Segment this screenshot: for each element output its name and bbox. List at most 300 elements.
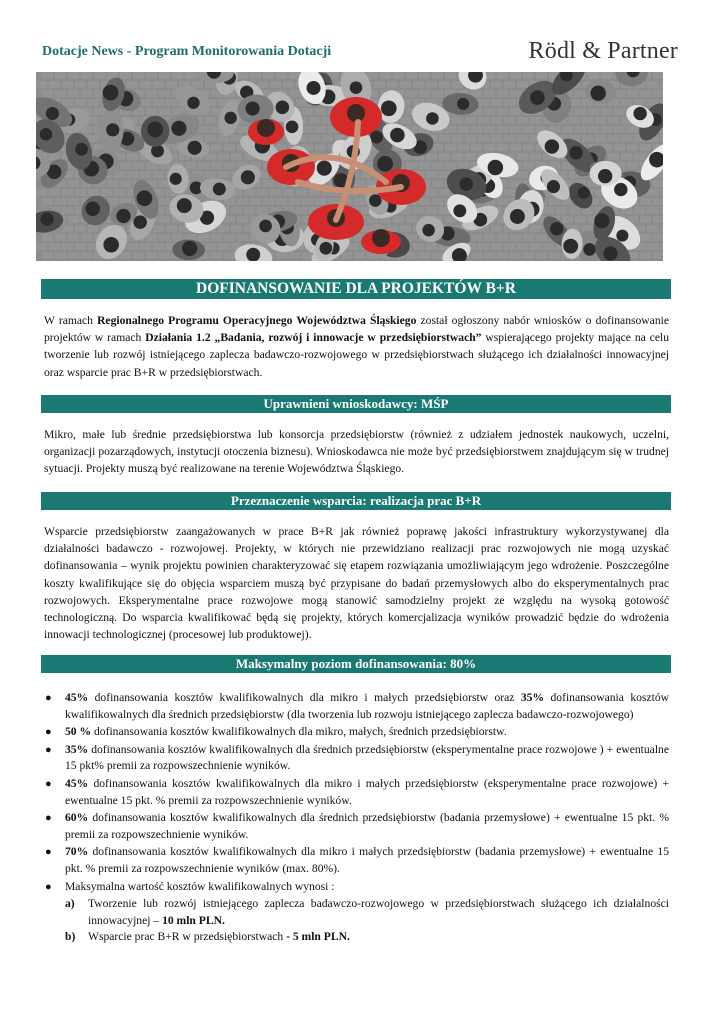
photo-shape	[120, 252, 131, 259]
photo-shape	[575, 90, 586, 97]
photo-shape	[68, 234, 79, 241]
photo-shape	[569, 146, 582, 159]
photo-shape	[289, 252, 300, 259]
purpose-paragraph: Wsparcie przedsiębiorstw zaangażowanych w prace B+R jak również poprawę jakości infrastruktury wykorzystywanej dla działalności badawczo - rozwojowej. Projekty, w których nie przewidziano realizacji prac rozwojowych nie mogą uzyskać dofinansowania – wynik projektu powinien charakteryzować się etapem rozwiązania umożliwiającym jego wdrożenie. Poszczególne koszty kwalifikujące się do objęcia wsparciem muszą być przypisane do badań przemysłowych albo do eksperymentalnych prac rozwojowych. Eksperymentalne prace rozwojowe mogą stanowić samodzielny projekt ze względu na wysoką gotowość technologiczną. Do wsparcia kwalifikować będą się projekty, których komercjalizacja wyników prowadzić będzie do wdrożenia innowacji technologicznej (procesowej lub produktowej).	[44, 525, 669, 642]
photo-shape	[484, 126, 495, 133]
photo-shape	[491, 81, 502, 88]
photo-shape	[347, 104, 365, 122]
photo-shape	[354, 252, 365, 259]
photo-shape	[159, 90, 170, 97]
photo-shape	[159, 198, 170, 205]
photo-shape	[133, 72, 144, 79]
photo-shape	[549, 252, 560, 259]
photo-shape	[224, 216, 235, 223]
photo-shape	[205, 117, 216, 124]
photo-shape	[315, 198, 326, 205]
photo-shape	[153, 243, 164, 250]
bullet-icon: ●	[45, 692, 52, 704]
photo-shape	[445, 144, 456, 151]
photo-shape	[471, 234, 482, 241]
photo-shape	[68, 216, 79, 223]
photo-shape	[406, 90, 417, 97]
photo-shape	[286, 120, 299, 133]
photo-shape	[393, 72, 404, 79]
photo-shape	[583, 243, 596, 256]
photo-shape	[237, 216, 248, 223]
photo-shape	[458, 126, 469, 133]
photo-shape	[536, 72, 547, 79]
photo-shape	[432, 90, 443, 97]
photo-shape	[270, 81, 281, 88]
photo-shape	[640, 216, 651, 223]
photo-shape	[205, 243, 216, 250]
photo-shape	[471, 126, 482, 133]
photo-shape	[341, 252, 352, 259]
photo-shape	[211, 162, 222, 169]
photo-shape	[166, 99, 177, 106]
photo-shape	[127, 171, 138, 178]
photo-shape	[614, 183, 627, 196]
list-item: ● 70% dofinansowania kosztów kwalifikowalnych dla mikro i małych przedsiębiorstw (badania przemysłowe) + ewentualne 15 pkt. % premii za rozpowszechnienie wyników (max. 80%).	[45, 845, 669, 875]
photo-shape	[432, 252, 443, 259]
photo-shape	[257, 81, 268, 88]
photo-shape	[153, 99, 164, 106]
photo-shape	[484, 252, 495, 259]
photo-shape	[497, 126, 508, 133]
photo-shape	[510, 90, 521, 97]
photo-shape	[146, 90, 157, 97]
photo-shape	[543, 243, 554, 250]
photo-shape	[465, 153, 476, 160]
applicants-paragraph: Mikro, małe lub średnie przedsiębiorstwa lub konsorcja przedsiębiorstw (również z udziałem jednostek naukowych, uczelni, organizacji pozarządowych, instytucji otoczenia biznesu). Wnioskodawca nie może być przedsiębiorstwem znajdującym się w trudnej sytuacji. Projekty muszą być realizowane na terenie Województwa Śląskiego.	[44, 428, 669, 476]
photo-shape	[374, 81, 385, 88]
photo-shape	[101, 189, 112, 196]
photo-shape	[588, 72, 599, 79]
photo-shape	[458, 162, 469, 169]
photo-shape	[86, 201, 100, 215]
sub-list-item: b) Wsparcie prac B+R w przedsiębiorstwach - 5 mln PLN.	[44, 929, 669, 946]
photo-shape	[458, 144, 469, 151]
main-title: DOFINANSOWANIE DLA PROJEKTÓW B+R	[41, 279, 671, 299]
photo-shape	[120, 72, 131, 79]
photo-shape	[231, 153, 242, 160]
photo-shape	[172, 234, 183, 241]
photo-shape	[432, 162, 443, 169]
photo-shape	[419, 252, 430, 259]
photo-shape	[296, 189, 307, 196]
photo-shape	[211, 234, 222, 241]
photo-shape	[445, 72, 456, 79]
photo-shape	[62, 243, 73, 250]
photo-shape	[241, 170, 255, 184]
section-heading-applicants: Uprawnieni wnioskodawcy: MŚP	[41, 395, 671, 413]
photo-shape	[471, 144, 482, 151]
photo-shape	[413, 207, 424, 214]
photo-shape	[246, 248, 260, 261]
photo-shape	[545, 139, 559, 153]
photo-shape	[172, 108, 183, 115]
photo-shape	[213, 183, 226, 196]
photo-shape	[185, 162, 196, 169]
photo-shape	[517, 243, 528, 250]
photo-shape	[315, 126, 326, 133]
photo-shape	[660, 189, 663, 196]
photo-shape	[49, 153, 60, 160]
photo-shape	[211, 252, 222, 259]
photo-shape	[575, 126, 586, 133]
photo-shape	[426, 112, 439, 125]
page-header	[42, 38, 678, 68]
photo-shape	[237, 126, 248, 133]
photo-shape	[510, 108, 521, 115]
photo-shape	[601, 126, 612, 133]
photo-shape	[491, 117, 502, 124]
photo-shape	[530, 243, 541, 250]
photo-shape	[575, 216, 586, 223]
photo-shape	[478, 135, 489, 142]
photo-shape	[445, 126, 456, 133]
photo-shape	[367, 72, 378, 79]
photo-shape	[603, 246, 617, 260]
photo-shape	[120, 180, 131, 187]
company-logo: Rödl & Partner	[528, 38, 678, 64]
photo-shape	[588, 108, 599, 115]
sub-list-item: a) Tworzenie lub rozwój istniejącego zaplecza badawczo-rozwojowego w przedsiębiorstwach służącego ich działalności innowacyjnej – 10 mln PLN.	[65, 897, 669, 927]
photo-shape	[422, 224, 434, 236]
photo-shape	[289, 90, 300, 97]
photo-shape	[484, 108, 495, 115]
photo-shape	[390, 128, 405, 143]
photo-shape	[465, 117, 476, 124]
photo-shape	[413, 81, 424, 88]
photo-shape	[42, 72, 53, 79]
photo-shape	[594, 213, 609, 228]
photo-shape	[224, 112, 236, 124]
photo-shape	[237, 72, 248, 79]
photo-shape	[484, 90, 495, 97]
photo-shape	[653, 90, 663, 97]
photo-shape	[198, 234, 209, 241]
photo-shape	[595, 135, 606, 142]
photo-shape	[497, 144, 508, 151]
photo-shape	[608, 153, 619, 160]
photo-shape	[660, 243, 663, 250]
photo-shape	[224, 162, 235, 169]
photo-shape	[218, 153, 229, 160]
photo-shape	[621, 153, 632, 160]
photo-shape	[133, 215, 147, 229]
photo-shape	[75, 225, 86, 232]
photo-shape	[133, 162, 144, 169]
photo-shape	[510, 144, 521, 151]
photo-shape	[62, 189, 73, 196]
photo-shape	[491, 99, 502, 106]
section-heading-funding: Maksymalny poziom dofinansowania: 80%	[41, 655, 671, 673]
photo-shape	[75, 189, 86, 196]
photo-shape	[497, 108, 508, 115]
photo-shape	[81, 252, 92, 259]
photo-shape	[42, 234, 53, 241]
photo-shape	[647, 243, 658, 250]
photo-shape	[319, 242, 332, 255]
photo-shape	[453, 204, 466, 217]
photo-shape	[307, 81, 321, 95]
list-item: ● 35% dofinansowania kosztów kwalifikowalnych dla średnich przedsiębiorstw (eksperymentalne prace rozwojowe ) + ewentualne 15 pkt% premii za rozpowszechnienie wyników.	[45, 742, 669, 773]
photo-shape	[504, 189, 515, 196]
photo-shape	[634, 99, 645, 106]
photo-shape	[46, 107, 59, 120]
photo-shape	[231, 225, 242, 232]
photo-shape	[419, 90, 430, 97]
photo-shape	[640, 252, 651, 259]
photo-shape	[159, 108, 170, 115]
photo-shape	[114, 171, 125, 178]
photo-shape	[419, 162, 430, 169]
photo-shape	[627, 144, 638, 151]
photo-shape	[550, 222, 563, 235]
photo-shape	[354, 180, 365, 187]
photo-shape	[224, 234, 235, 241]
photo-shape	[419, 198, 430, 205]
photo-shape	[116, 209, 130, 223]
photo-shape	[42, 252, 53, 259]
photo-shape	[140, 81, 151, 88]
photo-shape	[460, 177, 474, 191]
photo-shape	[400, 81, 411, 88]
photo-shape	[49, 81, 60, 88]
photo-shape	[88, 135, 99, 142]
photo-shape	[187, 97, 199, 109]
photo-shape	[137, 190, 153, 206]
photo-shape	[263, 198, 274, 205]
photo-shape	[317, 161, 332, 176]
photo-shape	[517, 135, 528, 142]
photo-shape	[640, 90, 651, 97]
photo-shape	[218, 171, 229, 178]
list-item: ● 45% dofinansowania kosztów kwalifikowalnych dla mikro i małych przedsiębiorstw (eksperymentalne prace rozwojowe) + ewentualne 15 pkt. % premii za rozpowszechnienie wyników.	[45, 776, 669, 807]
photo-shape	[146, 108, 157, 115]
photo-shape	[452, 117, 463, 124]
photo-shape	[621, 99, 632, 106]
photo-shape	[497, 90, 508, 97]
photo-shape	[68, 90, 79, 97]
photo-shape	[88, 99, 99, 106]
photo-shape	[237, 198, 248, 205]
photo-shape	[218, 135, 229, 142]
photo-shape	[634, 207, 645, 214]
photo-shape	[315, 108, 326, 115]
photo-shape	[218, 225, 229, 232]
photo-shape	[88, 225, 99, 232]
photo-shape	[171, 121, 186, 136]
photo-shape	[497, 234, 508, 241]
photo-shape	[40, 128, 52, 140]
photo-shape	[510, 252, 521, 259]
photo-shape	[653, 216, 663, 223]
photo-shape	[153, 225, 164, 232]
photo-shape	[120, 162, 131, 169]
photo-shape	[127, 81, 138, 88]
photo-shape	[426, 189, 437, 196]
photo-shape	[244, 207, 255, 214]
photo-shape	[536, 234, 547, 241]
photo-shape	[354, 198, 365, 205]
photo-shape	[578, 187, 590, 199]
photo-shape	[94, 108, 105, 115]
photo-shape	[348, 243, 359, 250]
funding-list	[44, 690, 669, 946]
photo-shape	[315, 144, 326, 151]
photo-shape	[563, 239, 578, 254]
photo-shape	[452, 153, 463, 160]
photo-shape	[504, 99, 515, 106]
photo-shape	[81, 72, 92, 79]
photo-shape	[55, 198, 66, 205]
photo-shape	[127, 243, 138, 250]
photo-shape	[601, 72, 612, 79]
photo-shape	[406, 72, 417, 79]
photo-shape	[426, 243, 437, 250]
photo-shape	[530, 90, 545, 105]
photo-shape	[504, 243, 515, 250]
photo-shape	[94, 72, 105, 79]
photo-shape	[660, 81, 663, 88]
photo-shape	[478, 243, 489, 250]
photo-shape	[55, 90, 66, 97]
photo-shape	[49, 243, 60, 250]
photo-shape	[88, 189, 99, 196]
photo-shape	[146, 72, 157, 79]
photo-shape	[302, 108, 313, 115]
photo-shape	[547, 180, 560, 193]
photo-shape	[231, 207, 242, 214]
photo-shape	[426, 171, 437, 178]
photo-shape	[62, 99, 73, 106]
photo-shape	[523, 144, 534, 151]
bullet-icon: ●	[45, 743, 52, 756]
photo-shape	[504, 135, 515, 142]
photo-shape	[211, 144, 222, 151]
photo-shape	[68, 198, 79, 205]
photo-shape	[653, 72, 663, 79]
photo-shape	[166, 225, 177, 232]
photo-shape	[471, 252, 482, 259]
photo-shape	[653, 234, 663, 241]
photo-shape	[608, 135, 619, 142]
photo-shape	[322, 135, 333, 142]
photo-shape	[517, 153, 528, 160]
photo-shape	[530, 153, 541, 160]
photo-shape	[387, 81, 398, 88]
bullet-icon: ●	[45, 846, 52, 859]
photo-shape	[543, 207, 554, 214]
photo-shape	[205, 135, 216, 142]
photo-shape	[42, 198, 53, 205]
bullet-icon: ●	[45, 726, 52, 739]
photo-shape	[159, 252, 170, 259]
photo-shape	[491, 225, 502, 232]
photo-shape	[432, 180, 443, 187]
photo-shape	[439, 135, 450, 142]
photo-shape	[75, 99, 86, 106]
photo-shape	[276, 252, 287, 259]
photo-shape	[153, 81, 164, 88]
photo-shape	[106, 123, 119, 136]
photo-shape	[49, 189, 60, 196]
photo-shape	[660, 225, 663, 232]
photo-shape	[510, 72, 521, 79]
photo-shape	[432, 72, 443, 79]
photo-shape	[406, 252, 417, 259]
photo-shape	[380, 72, 391, 79]
photo-shape	[510, 126, 521, 133]
photo-shape	[372, 229, 390, 247]
photo-shape	[393, 216, 404, 223]
photo-shape	[309, 117, 320, 124]
photo-shape	[302, 252, 313, 259]
photo-shape	[439, 81, 450, 88]
photo-shape	[198, 126, 209, 133]
photo-shape	[289, 198, 300, 205]
photo-shape	[614, 108, 625, 115]
header-photo	[36, 72, 663, 261]
newsletter-title: Dotacje News - Program Monitorowania Dotacji	[42, 44, 332, 59]
photo-shape	[328, 198, 339, 205]
list-item: ● 50 % dofinansowania kosztów kwalifikowalnych dla mikro, małych, średnich przedsiębiorstw.	[44, 724, 669, 741]
photo-shape	[439, 189, 450, 196]
photo-shape	[497, 252, 508, 259]
photo-shape	[103, 85, 119, 101]
photo-shape	[192, 81, 203, 88]
photo-shape	[523, 234, 534, 241]
photo-shape	[406, 216, 417, 223]
photo-shape	[68, 180, 79, 187]
list-item: ● 60% dofinansowania kosztów kwalifikowalnych dla średnich przedsiębiorstw (badania przemysłowe) + ewentualne 15 pkt. % premii za rozpowszechnienie wyników.	[45, 811, 669, 841]
photo-shape	[497, 72, 508, 79]
photo-shape	[627, 126, 638, 133]
photo-shape	[257, 189, 268, 196]
photo-shape	[185, 72, 196, 79]
photo-shape	[40, 213, 53, 226]
photo-shape	[289, 72, 300, 79]
photo-shape	[510, 209, 525, 224]
photo-shape	[484, 144, 495, 151]
photo-shape	[510, 234, 521, 241]
photo-shape	[246, 101, 260, 115]
photo-shape	[244, 189, 255, 196]
photo-shape	[660, 171, 663, 178]
photo-shape	[68, 252, 79, 259]
photo-shape	[377, 156, 393, 172]
photo-shape	[257, 207, 268, 214]
photo-shape	[426, 207, 437, 214]
photo-shape	[257, 119, 275, 137]
photo-shape	[660, 135, 663, 142]
photo-shape	[608, 117, 619, 124]
photo-shape	[55, 72, 66, 79]
photo-shape	[562, 216, 573, 223]
photo-shape	[530, 225, 541, 232]
photo-shape	[432, 144, 443, 151]
photo-shape	[406, 162, 417, 169]
section-heading-purpose: Przeznaczenie wsparcia: realizacja prac B+R	[41, 492, 671, 510]
photo-shape	[523, 162, 534, 169]
photo-shape	[614, 144, 625, 151]
photo-shape	[660, 207, 663, 214]
photo-shape	[432, 198, 443, 205]
photo-shape	[497, 198, 508, 205]
photo-shape	[146, 234, 157, 241]
